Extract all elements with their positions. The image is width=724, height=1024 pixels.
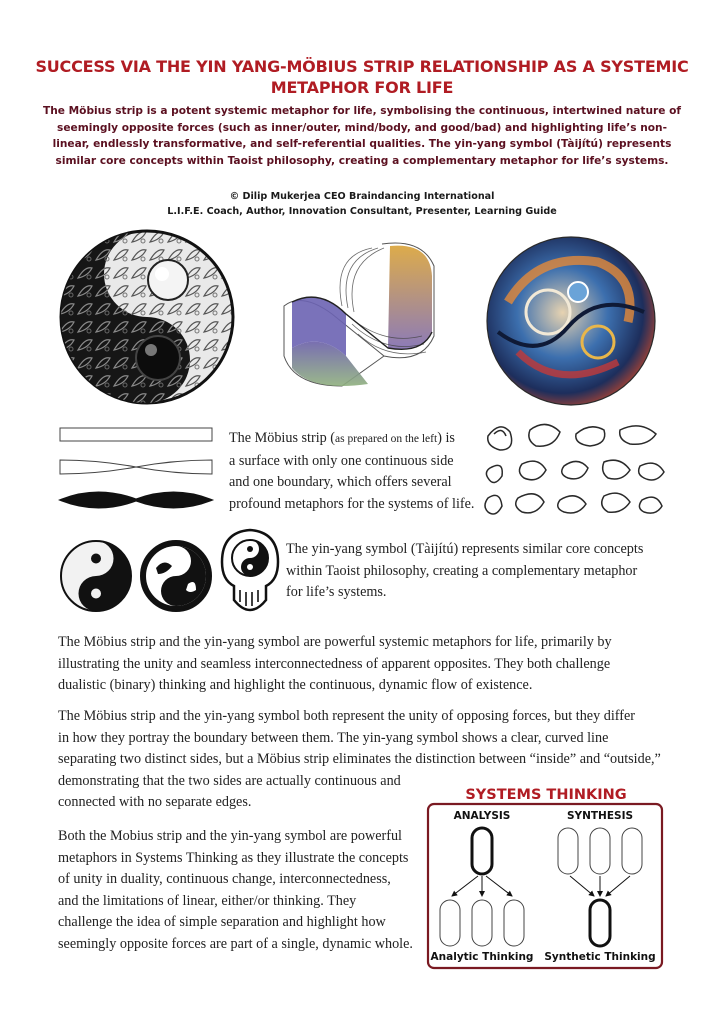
body-paragraph-1 [58, 632, 698, 697]
intro-line: similar core concepts within Taoist philosophy, creating a complementary metaphor for life’s systems. [55, 154, 669, 167]
analytic-thinking-label: Analytic Thinking [430, 951, 534, 963]
synthesis-whole-pill [590, 900, 610, 946]
analysis-part-pill [504, 900, 524, 946]
paragraph-line: dualistic (binary) thinking and highlight the continuous, dynamic flow of existence. [58, 677, 533, 693]
analysis-label: ANALYSIS [453, 810, 511, 822]
synthetic-thinking-label: Synthetic Thinking [544, 951, 656, 963]
yin-yang-caption-line: The yin-yang symbol (Tàijítú) represents similar core concepts [286, 541, 644, 557]
page-title [30, 56, 694, 98]
yin-yang-icon [58, 538, 134, 614]
paragraph-line: metaphors in Systems Thinking as they illustrate the concepts [58, 849, 409, 866]
synthesis-label: SYNTHESIS [566, 810, 634, 822]
paragraph-line: demonstrating that the two sides are actually continuous and [58, 772, 401, 789]
analysis-part-pill [440, 900, 460, 946]
paragraph-line: connected with no separate edges. [58, 794, 252, 810]
paragraph-line: of unity in duality, continuous change, interconnectedness, [58, 871, 391, 887]
yin-yang-dragon-icon [138, 538, 214, 614]
synthesis-part-pill [558, 828, 578, 874]
credit-line-1: © Dilip Mukerjea CEO Braindancing International [229, 191, 495, 202]
paragraph-line: separating two distinct sides, but a Möbius strip eliminates the distinction between “inside” and “outside,” [58, 751, 661, 767]
intro-line: seemingly opposite forces (such as inner/outer, mind/body, and good/bad) and highlighting life’s non- [57, 121, 667, 134]
mobius-caption-line [229, 428, 479, 451]
paragraph-line: and the limitations of linear, either/or thinking. They [58, 892, 357, 909]
topology-sketches-illustration [480, 416, 670, 522]
paragraph-line: The Möbius strip and the yin-yang symbol are powerful systemic metaphors for life, primarily by [58, 634, 612, 650]
mobius-caption-part: ) is [437, 430, 455, 446]
credit-line-2: L.I.F.E. Coach, Author, Innovation Consultant, Presenter, Learning Guide [167, 206, 557, 217]
synthesis-part-pill [622, 828, 642, 874]
paragraph-line: illustrating the unity and seamless interconnectedness of apparent opposites. They both challenge [58, 655, 611, 672]
synthesis-part-pill [590, 828, 610, 874]
paragraph-line: challenge the idea of simple separation and highlight how [58, 914, 386, 930]
analysis-whole-pill [472, 828, 492, 874]
yin-yang-caption-line: within Taoist philosophy, creating a complementary metaphor [286, 562, 638, 579]
yin-yang-skull-icon [218, 528, 282, 614]
mobius-caption-line: and one boundary, which offers several [229, 474, 452, 490]
paper-strip-steps-diagram [58, 424, 218, 516]
paragraph-line: seemingly opposite forces are part of a single, dynamic whole. [58, 935, 413, 952]
intro-line: linear, endlessly transformative, and self-referential qualities. The yin-yang symbol (Tàijítú) represents [52, 138, 672, 151]
mobius-caption-aside: as prepared on the left [335, 433, 438, 445]
author-credit [40, 189, 684, 219]
paragraph-line: The Möbius strip and the yin-yang symbol both represent the unity of opposing forces, but they differ [58, 708, 635, 724]
intro-paragraph [40, 103, 684, 169]
title-line-2: METAPHOR FOR LIFE [270, 78, 454, 97]
intro-line: The Möbius strip is a potent systemic metaphor for life, symbolising the continuous, intertwined nature of [42, 105, 682, 117]
systems-thinking-diagram [426, 782, 666, 972]
paragraph-line: Both the Mobius strip and the yin-yang symbol are powerful [58, 828, 402, 844]
title-line-1: SUCCESS VIA THE YIN YANG-MÖBIUS STRIP RELATIONSHIP AS A SYSTEMIC [35, 57, 689, 76]
analysis-part-pill [472, 900, 492, 946]
yin-yang-caption [286, 539, 686, 604]
ornate-yin-yang-illustration [58, 228, 236, 406]
yin-yang-caption-line: for life’s systems. [286, 584, 387, 600]
systems-heading: SYSTEMS THINKING [465, 787, 627, 803]
mobius-caption-line: a surface with only one continuous side [229, 452, 454, 469]
mobius-caption [229, 428, 479, 515]
mobius-strip-illustration [272, 236, 450, 394]
abstract-swirl-illustration [478, 232, 664, 410]
paragraph-line: in how they portray the boundary between them. The yin-yang symbol shows a clear, curved line [58, 729, 609, 746]
mobius-caption-line: profound metaphors for the systems of life. [229, 495, 475, 512]
body-paragraph-3 [58, 826, 426, 955]
systems-frame [428, 804, 662, 968]
mobius-caption-part: The Möbius strip ( [229, 430, 336, 446]
